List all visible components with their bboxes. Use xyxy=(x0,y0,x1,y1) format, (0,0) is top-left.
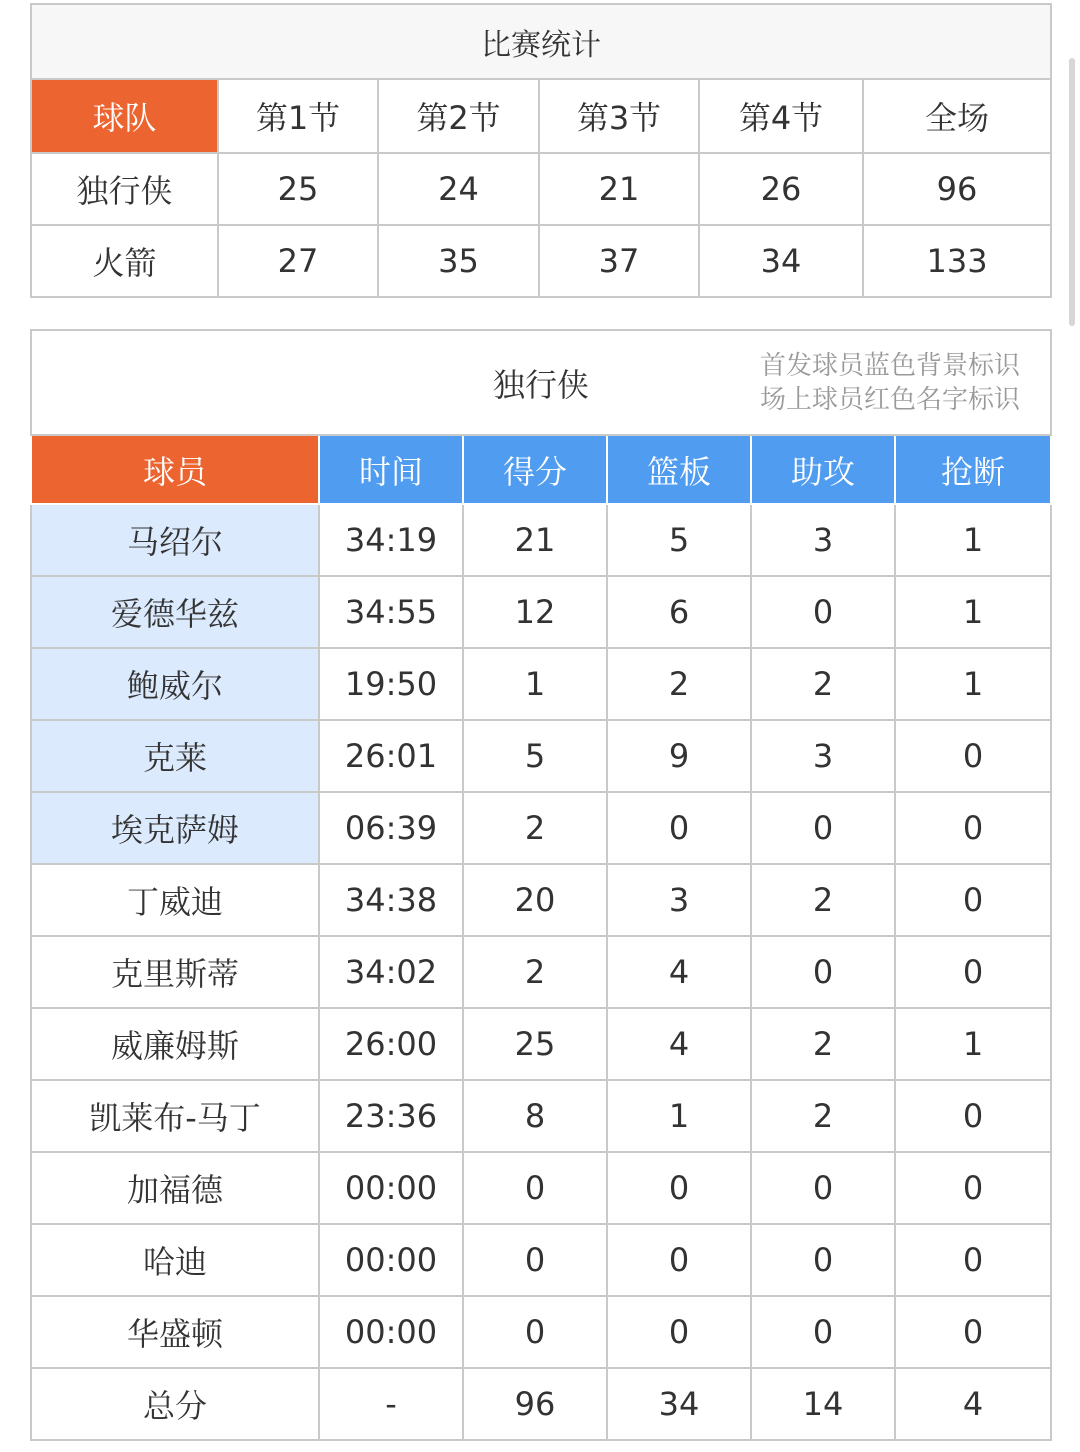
column-header-q1: 第1节 xyxy=(218,79,378,153)
player-name: 爱德华兹 xyxy=(31,576,319,648)
player-rebounds: 2 xyxy=(607,648,751,720)
player-name: 凯莱布-马丁 xyxy=(31,1080,319,1152)
player-rebounds: 6 xyxy=(607,576,751,648)
player-steals: 1 xyxy=(895,1008,1051,1080)
player-time: 00:00 xyxy=(319,1224,463,1296)
table-row xyxy=(31,1080,1051,1152)
table-row xyxy=(31,1152,1051,1224)
player-assists: 2 xyxy=(751,648,895,720)
totals-label: 总分 xyxy=(31,1368,319,1440)
total-player-steals: 4 xyxy=(895,1368,1051,1440)
player-assists: 2 xyxy=(751,1008,895,1080)
player-rebounds: 5 xyxy=(607,504,751,576)
player-table-title-cell xyxy=(31,330,1051,435)
player-steals: 0 xyxy=(895,1296,1051,1368)
player-points: 2 xyxy=(463,792,607,864)
column-header-total: 全场 xyxy=(863,79,1051,153)
player-assists: 0 xyxy=(751,1152,895,1224)
total-player-points: 96 xyxy=(463,1368,607,1440)
player-rebounds: 4 xyxy=(607,936,751,1008)
player-points: 0 xyxy=(463,1152,607,1224)
player-steals: 0 xyxy=(895,1152,1051,1224)
quarter-score-table xyxy=(30,3,1052,298)
player-time: 26:01 xyxy=(319,720,463,792)
quarter-score: 25 xyxy=(218,153,378,225)
player-name: 丁威迪 xyxy=(31,864,319,936)
total-score: 96 xyxy=(863,153,1051,225)
player-steals: 0 xyxy=(895,1224,1051,1296)
player-points: 20 xyxy=(463,864,607,936)
player-time: 26:00 xyxy=(319,1008,463,1080)
player-steals: 1 xyxy=(895,576,1051,648)
score-table-header-row xyxy=(31,79,1051,153)
player-points: 0 xyxy=(463,1296,607,1368)
player-assists: 2 xyxy=(751,864,895,936)
quarter-score: 27 xyxy=(218,225,378,297)
total-player-time: - xyxy=(319,1368,463,1440)
team-name: 独行侠 xyxy=(31,153,218,225)
player-points: 0 xyxy=(463,1224,607,1296)
player-name: 埃克萨姆 xyxy=(31,792,319,864)
player-steals: 0 xyxy=(895,720,1051,792)
player-time: 34:55 xyxy=(319,576,463,648)
score-table-title: 比赛统计 xyxy=(31,4,1051,79)
total-player-rebounds: 34 xyxy=(607,1368,751,1440)
player-time: 19:50 xyxy=(319,648,463,720)
player-name: 加福德 xyxy=(31,1152,319,1224)
player-assists: 0 xyxy=(751,576,895,648)
quarter-score: 37 xyxy=(539,225,699,297)
player-time: 06:39 xyxy=(319,792,463,864)
player-steals: 1 xyxy=(895,504,1051,576)
team-name: 火箭 xyxy=(31,225,218,297)
player-stats-table xyxy=(30,329,1052,1441)
player-points: 8 xyxy=(463,1080,607,1152)
legend-note xyxy=(760,349,1020,417)
player-steals: 0 xyxy=(895,864,1051,936)
player-name: 华盛顿 xyxy=(31,1296,319,1368)
player-rebounds: 0 xyxy=(607,1152,751,1224)
player-rebounds: 9 xyxy=(607,720,751,792)
player-name: 鲍威尔 xyxy=(31,648,319,720)
player-time: 34:38 xyxy=(319,864,463,936)
totals-row xyxy=(31,1368,1051,1440)
player-time: 00:00 xyxy=(319,1296,463,1368)
player-steals: 0 xyxy=(895,1080,1051,1152)
quarter-score: 21 xyxy=(539,153,699,225)
column-header-points: 得分 xyxy=(463,435,607,504)
player-assists: 3 xyxy=(751,504,895,576)
quarter-score: 34 xyxy=(699,225,863,297)
column-header-q4: 第4节 xyxy=(699,79,863,153)
player-rebounds: 3 xyxy=(607,864,751,936)
player-points: 25 xyxy=(463,1008,607,1080)
column-header-steals: 抢断 xyxy=(895,435,1051,504)
quarter-score: 24 xyxy=(378,153,539,225)
player-rebounds: 0 xyxy=(607,1296,751,1368)
table-row xyxy=(31,648,1051,720)
table-row xyxy=(31,864,1051,936)
table-row xyxy=(31,153,1051,225)
player-rebounds: 1 xyxy=(607,1080,751,1152)
player-rebounds: 4 xyxy=(607,1008,751,1080)
player-steals: 0 xyxy=(895,792,1051,864)
legend-line-starter: 首发球员蓝色背景标识 xyxy=(760,351,1021,381)
column-header-rebounds: 篮板 xyxy=(607,435,751,504)
player-assists: 0 xyxy=(751,1224,895,1296)
player-time: 23:36 xyxy=(319,1080,463,1152)
player-points: 21 xyxy=(463,504,607,576)
player-time: 00:00 xyxy=(319,1152,463,1224)
player-time: 34:02 xyxy=(319,936,463,1008)
player-assists: 0 xyxy=(751,936,895,1008)
player-name: 克莱 xyxy=(31,720,319,792)
player-table-header-row xyxy=(31,435,1051,504)
player-steals: 0 xyxy=(895,936,1051,1008)
table-row xyxy=(31,225,1051,297)
total-score: 133 xyxy=(863,225,1051,297)
player-name: 威廉姆斯 xyxy=(31,1008,319,1080)
player-table-title: 独行侠 xyxy=(493,365,590,404)
player-points: 5 xyxy=(463,720,607,792)
player-assists: 3 xyxy=(751,720,895,792)
player-rebounds: 0 xyxy=(607,1224,751,1296)
total-player-assists: 14 xyxy=(751,1368,895,1440)
table-row xyxy=(31,792,1051,864)
quarter-score: 35 xyxy=(378,225,539,297)
player-time: 34:19 xyxy=(319,504,463,576)
table-row xyxy=(31,936,1051,1008)
table-row xyxy=(31,720,1051,792)
column-header-team: 球队 xyxy=(31,79,218,153)
column-header-assists: 助攻 xyxy=(751,435,895,504)
player-rebounds: 0 xyxy=(607,792,751,864)
player-assists: 0 xyxy=(751,1296,895,1368)
table-row xyxy=(31,1224,1051,1296)
player-points: 2 xyxy=(463,936,607,1008)
player-points: 12 xyxy=(463,576,607,648)
column-header-time: 时间 xyxy=(319,435,463,504)
column-header-q3: 第3节 xyxy=(539,79,699,153)
player-name: 马绍尔 xyxy=(31,504,319,576)
player-assists: 0 xyxy=(751,792,895,864)
column-header-q2: 第2节 xyxy=(378,79,539,153)
table-row xyxy=(31,1296,1051,1368)
table-row xyxy=(31,1008,1051,1080)
quarter-score: 26 xyxy=(699,153,863,225)
player-points: 1 xyxy=(463,648,607,720)
table-row xyxy=(31,576,1051,648)
legend-line-on-court: 场上球员红色名字标识 xyxy=(760,385,1021,415)
table-row xyxy=(31,504,1051,576)
scrollbar-thumb[interactable] xyxy=(1069,58,1075,326)
player-assists: 2 xyxy=(751,1080,895,1152)
player-name: 克里斯蒂 xyxy=(31,936,319,1008)
player-steals: 1 xyxy=(895,648,1051,720)
column-header-player: 球员 xyxy=(31,435,319,504)
player-name: 哈迪 xyxy=(31,1224,319,1296)
